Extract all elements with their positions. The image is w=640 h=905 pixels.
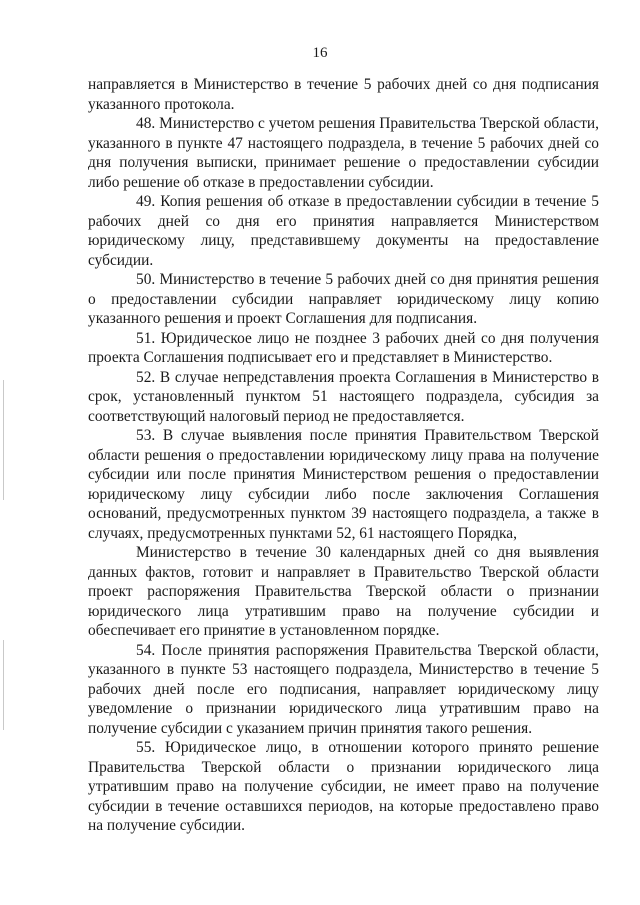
paragraph: направляется в Министерство в течение 5 рабочих дней со дня подписания указанного протокола. [88, 76, 599, 113]
scan-edge-mark [3, 380, 4, 500]
paragraph: Министерство в течение 30 календарных дней со дня выявления данных фактов, готовит и направляет в Правительство Тверской области проект распоряжения Правительства Тверской области о признании юридического лица утратившим право на получение субсидии и обеспечивает его принятие в установленном порядке. [88, 544, 599, 639]
page-number: 16 [312, 45, 328, 61]
paragraph: 50. Министерство в течение 5 рабочих дней со дня принятия решения о предоставлении субсидии направляет юридическому лицу копию указанного решения и проект Соглашения для подписания. [88, 271, 599, 327]
paragraph: 48. Министерство с учетом решения Правительства Тверской области, указанного в пункте 47 настоящего подраздела, в течение 5 рабочих дней со дня получения выписки, принимает решение о предоставлении субсидии либо решение об отказе в предоставлении субсидии. [88, 115, 599, 191]
document-body [88, 75, 599, 836]
paragraph: 55. Юридическое лицо, в отношении которого принято решение Правительства Тверской области о признании юридического лица утратившим право на получение субсидии, не имеет право на получение субсидии в течение оставшихся периодов, на которые предоставлено право на получение субсидии. [88, 739, 599, 834]
scan-edge-mark [3, 640, 4, 730]
paragraph: 51. Юридическое лицо не позднее 3 рабочих дней со дня получения проекта Соглашения подписывает его и представляет в Министерство. [88, 329, 599, 366]
paragraph: 52. В случае непредставления проекта Соглашения в Министерство в срок, установленный пунктом 51 настоящего подраздела, субсидия за соответствующий налоговый период не предоставляется. [88, 368, 599, 425]
paragraph: 53. В случае выявления после принятия Правительством Тверской области решения о предоставлении юридическому лицу права на получение субсидии или после принятия Министерством решения о предоставлении юридическому лицу субсидии либо после заключения Соглашения оснований, предусмотренных пунктом 39 настоящего подраздела, а также в случаях, предусмотренных пунктами 52, 61 настоящего Порядка, [88, 427, 599, 542]
paragraph: 54. После принятия распоряжения Правительства Тверской области, указанного в пункте 53 настоящего подраздела, Министерство в течение 5 рабочих дней после его подписания, направляет юридическому лицу уведомление о признании юридического лица утратившим право на получение субсидии с указанием причин принятия такого решения. [88, 641, 599, 737]
paragraph: 49. Копия решения об отказе в предоставлении субсидии в течение 5 рабочих дней со дня его принятия направляется Министерством юридическому лицу, представившему документы на предоставление субсидии. [88, 193, 599, 269]
